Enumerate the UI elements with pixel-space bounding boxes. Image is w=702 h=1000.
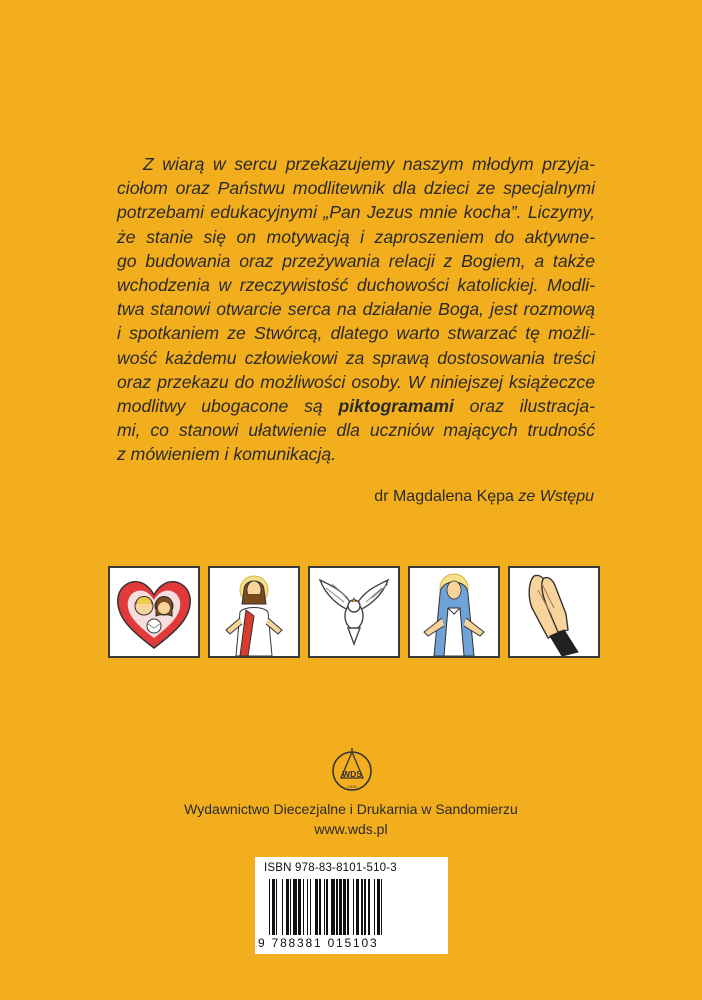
barcode-bar [364, 879, 365, 935]
barcode-bar [343, 879, 346, 935]
publisher-name: Wydawnictwo Diecezjalne i Drukarnia w Sandomierzu [184, 801, 518, 817]
barcode-bar [324, 879, 325, 935]
blurb-line: mi, co stanowi ułatwienie dla uczniów mających trudność [117, 420, 595, 441]
barcode-bar [293, 879, 297, 935]
blurb-line: wchodzenia w rzeczywistość duchowości katolickiej. Modli- [117, 274, 595, 295]
publisher-url: www.wds.pl [314, 821, 388, 837]
blurb-line: wość każdemu człowiekowi za sprawą dostosowania treści [117, 347, 595, 368]
barcode-digits: 9 788381 015103 [258, 936, 379, 950]
pictogram-tile [408, 566, 500, 658]
blurb-line: twa stanowi otwarcie serca na działanie Boga, jest rozmową [117, 299, 595, 320]
blurb-line: i spotkaniem ze Stwórcą, dlatego warto stwarzać tę możli- [117, 323, 595, 344]
praying-hands-icon [510, 568, 598, 656]
dove-icon [310, 568, 398, 656]
signature [374, 488, 594, 506]
blurb-line: oraz przekazu do możliwości osoby. W niniejszej książeczce [117, 371, 595, 392]
mary-icon [410, 568, 498, 656]
barcode-bar [272, 879, 275, 935]
pictogram-tile [508, 566, 600, 658]
blurb-line: z mówieniem i komunikacją. [117, 444, 337, 465]
pictogram-row [108, 566, 595, 658]
emphasis-word: piktogramami [338, 395, 454, 416]
barcode-bar [368, 879, 369, 935]
blurb-line: potrzebami edukacyjnymi „Pan Jezus mnie kocha”. Liczymy, [117, 202, 595, 223]
barcode-bar [319, 879, 320, 935]
barcode-bar [315, 879, 318, 935]
barcode-bar [361, 879, 362, 935]
barcode-bar [269, 879, 270, 935]
barcode-bar [356, 879, 359, 935]
pictogram-tile [308, 566, 400, 658]
barcode-bar [336, 879, 337, 935]
blurb-line: ciołom oraz Państwu modlitewnik dla dzieci ze specjalnymi [117, 178, 595, 199]
holy-family-heart-icon [110, 568, 198, 656]
barcode-bar [331, 879, 335, 935]
barcode-bar [286, 879, 289, 935]
signature-source: ze Wstępu [518, 488, 594, 505]
barcode-bars [269, 879, 439, 935]
barcode [255, 857, 448, 954]
barcode-bar [276, 879, 277, 935]
barcode-bar [307, 879, 308, 935]
logo-text: WDS [342, 769, 362, 779]
blurb-line-emphasis: modlitwy ubogacone są piktogramami oraz ilustracja- [117, 395, 595, 416]
barcode-bar [339, 879, 342, 935]
barcode-bar [290, 879, 291, 935]
barcode-bar [377, 879, 380, 935]
pictogram-tile [108, 566, 200, 658]
barcode-bar [326, 879, 327, 935]
pictogram-tile [208, 566, 300, 658]
barcode-bar [310, 879, 311, 935]
barcode-bar [347, 879, 348, 935]
signature-author: dr Magdalena Kępa [374, 488, 514, 505]
isbn-label: ISBN 978-83-8101-510-3 [264, 862, 397, 874]
jesus-icon [210, 568, 298, 656]
barcode-bar [374, 879, 375, 935]
barcode-bar [353, 879, 354, 935]
blurb-line: że stanie się on motywacją i zaproszeniem do aktywne- [117, 226, 595, 247]
blurb-text [117, 152, 595, 466]
barcode-bar [303, 879, 304, 935]
barcode-bar [381, 879, 382, 935]
logo-year: 1919 [347, 784, 357, 789]
blurb-line: Z wiarą w sercu przekazujemy naszym młodym przyja- [143, 154, 595, 174]
barcode-bar [298, 879, 301, 935]
barcode-bar [282, 879, 283, 935]
blurb-line: go budowania oraz przeżywania relacji z Bogiem, a także [117, 250, 595, 271]
publisher-logo [331, 748, 373, 794]
